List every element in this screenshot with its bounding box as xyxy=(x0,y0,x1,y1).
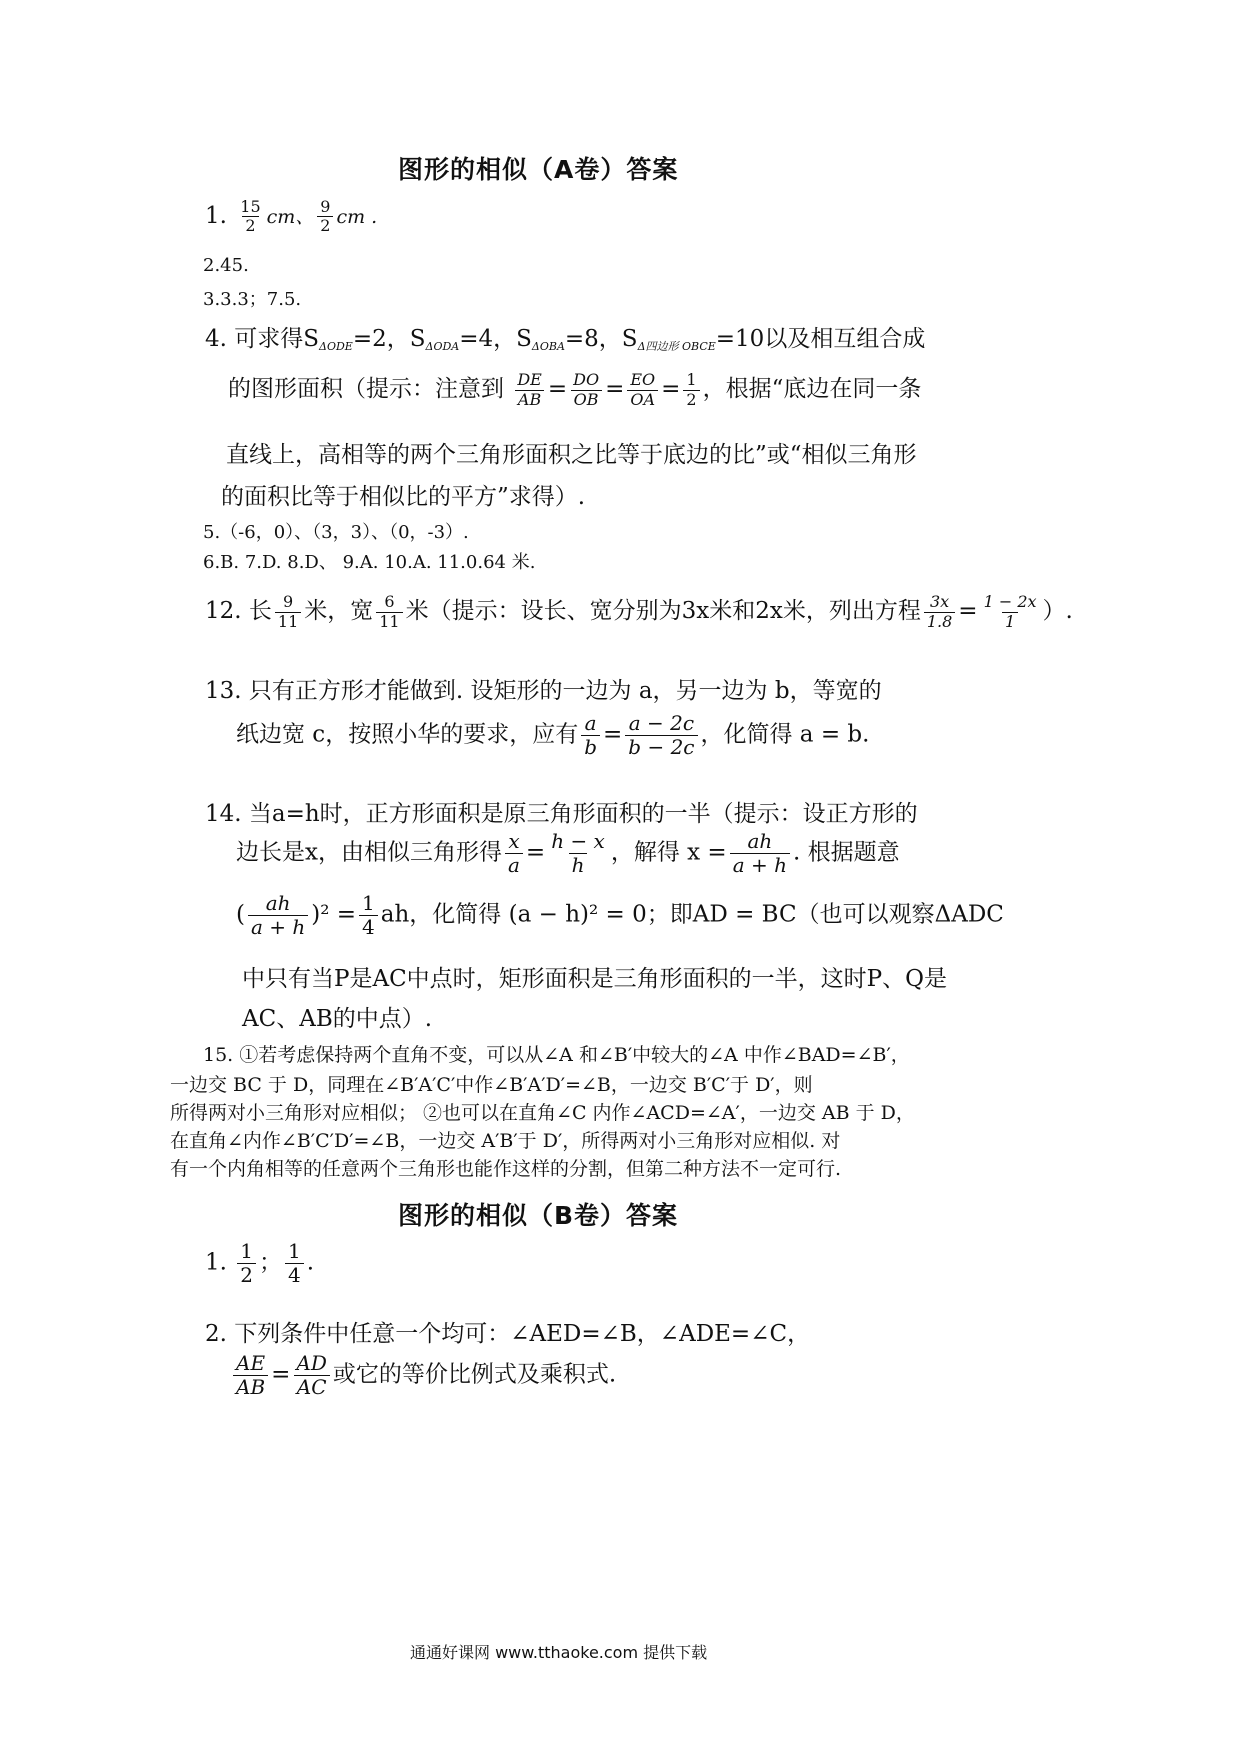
answer-14-line1: 14. 当a=h时，正方形面积是原三角形面积的一半（提示：设正方形的 xyxy=(205,801,918,827)
fraction: $\frac{1}{2}$ xyxy=(683,371,699,409)
fraction: $\frac{15}{2}$ xyxy=(240,197,261,236)
fraction: $\frac{9}{2}$ xyxy=(317,198,333,236)
answer-15-line4: 在直角∠内作∠B′C′D′=∠B，一边交 A′B′于 D′，所得两对小三角形对应相似. 对 xyxy=(170,1130,841,1152)
answer-4-line3: 直线上，高相等的两个三角形面积之比等于底边的比”或“相似三角形 xyxy=(226,442,917,468)
fraction: $\frac{1 - 2x}{1}$ xyxy=(983,592,1037,631)
item-number: 1. xyxy=(205,202,227,229)
fraction: $\frac{6}{11}$ xyxy=(376,593,402,631)
fraction: $\frac{DE}{AB}$ xyxy=(514,371,545,409)
answer-15-line5: 有一个内角相等的任意两个三角形也能作这样的分割，但第二种方法不一定可行. xyxy=(170,1158,842,1180)
answer-4-line2: 的图形面积（提示：注意到 $\frac{DE}{AB}$ = $\frac{DO}{OB}$ = $\frac{EO}{OA}$ = $\frac{1}{2}$ ，根据“底边在同一条 xyxy=(228,370,922,409)
answer-13-line1: 13. 只有正方形才能做到. 设矩形的一边为 a，另一边为 b，等宽的 xyxy=(205,678,882,704)
answer-15-line3: 所得两对小三角形对应相似； ②也可以在直角∠C 内作∠ACD=∠A′，一边交 AB 于 D， xyxy=(170,1102,915,1124)
answer-15-line1: 15. ①若考虑保持两个直角不变，可以从∠A 和∠B′中较大的∠A 中作∠BAD=∠B′， xyxy=(203,1044,910,1066)
fraction: $\frac{EO}{OA}$ xyxy=(627,371,658,409)
fraction: $\frac{9}{11}$ xyxy=(275,593,301,631)
fraction: $\frac{a}{b}$ xyxy=(581,712,600,759)
fraction: $\frac{h - x}{h}$ xyxy=(551,829,605,877)
b-answer-2-line1: 2. 下列条件中任意一个均可：∠AED=∠B，∠ADE=∠C， xyxy=(205,1321,811,1347)
fraction: $\frac{3x}{1.8}$ xyxy=(924,593,955,631)
fraction: $\frac{x}{a}$ xyxy=(505,830,523,877)
fraction: $\frac{1}{4}$ xyxy=(359,892,378,939)
section-title-a: 图形的相似（A卷）答案 xyxy=(398,155,679,184)
answer-12: 12. 长 $\frac{9}{11}$ 米，宽 $\frac{6}{11}$ 米（提示：设长、宽分别为3x米和2x米，列出方程 $\frac{3x}{1.8}$ = $\frac{1 - 2x}{1}$ ）. xyxy=(205,592,1073,631)
fraction: $\frac{DO}{OB}$ xyxy=(570,371,602,409)
answer-3: 3.3.3；7.5. xyxy=(203,289,302,310)
fraction: $\frac{1}{4}$ xyxy=(285,1240,304,1287)
fraction: $\frac{1}{2}$ xyxy=(237,1240,256,1287)
section-title-b: 图形的相似（B卷）答案 xyxy=(398,1201,679,1230)
answer-15-line2: 一边交 BC 于 D，同理在∠B′A′C′中作∠B′A′D′=∠B，一边交 B′C′于 D′，则 xyxy=(170,1074,813,1096)
fraction: $\frac{AD}{AC}$ xyxy=(293,1352,329,1399)
answer-14-line2: 边长是x，由相似三角形得 $\frac{x}{a}$ = $\frac{h - x}{h}$ ，解得 x = $\frac{ah}{a + h}$ . 根据题意 xyxy=(236,829,900,877)
answer-5: 5.（-6，0）、（3，3）、（0，-3）. xyxy=(203,522,469,543)
fraction: $\frac{a - 2c}{b - 2c}$ xyxy=(625,712,697,759)
b-answer-1: 1. $\frac{1}{2}$ ； $\frac{1}{4}$ . xyxy=(205,1239,315,1287)
fraction: $\frac{ah}{a + h}$ xyxy=(248,892,308,939)
answer-4-line4: 的面积比等于相似比的平方”求得）. xyxy=(221,484,586,510)
b-answer-2-line2: $\frac{AE}{AB}$ = $\frac{AD}{AC}$ 或它的等价比例式及乘积式. xyxy=(230,1352,616,1399)
fraction: $\frac{ah}{a + h}$ xyxy=(730,830,790,877)
answer-14-line5: AC、AB的中点）. xyxy=(242,1006,433,1032)
footer-source: 通通好课网 www.tthaoke.com 提供下载 xyxy=(410,1643,708,1662)
answer-14-line4: 中只有当P是AC中点时，矩形面积是三角形面积的一半，这时P、Q是 xyxy=(242,966,948,992)
fraction: $\frac{AE}{AB}$ xyxy=(233,1352,268,1399)
answer-1: 1. $\frac{15}{2}$ cm、 $\frac{9}{2}$ cm . xyxy=(205,197,378,236)
answer-14-line3: ( $\frac{ah}{a + h}$ )² = $\frac{1}{4}$ ah，化简得 (a − h)² = 0；即AD = BC（也可以观察ΔADC xyxy=(236,891,1004,939)
answer-4-line1: 4. 可求得$S_{\Delta ODE}=2$，$S_{\Delta ODA}=4$，$S_{\Delta OBA}=8$，$S_{\Delta 四边形 OBCE}=10$以及相互组合成 xyxy=(205,326,926,353)
answer-6-11: 6.B. 7.D. 8.D、 9.A. 10.A. 11.0.64 米. xyxy=(203,552,536,573)
answer-2: 2.45. xyxy=(203,255,249,276)
answer-13-line2: 纸边宽 c，按照小华的要求，应有 $\frac{a}{b}$ = $\frac{a - 2c}{b - 2c}$ ，化简得 a = b. xyxy=(236,711,870,759)
